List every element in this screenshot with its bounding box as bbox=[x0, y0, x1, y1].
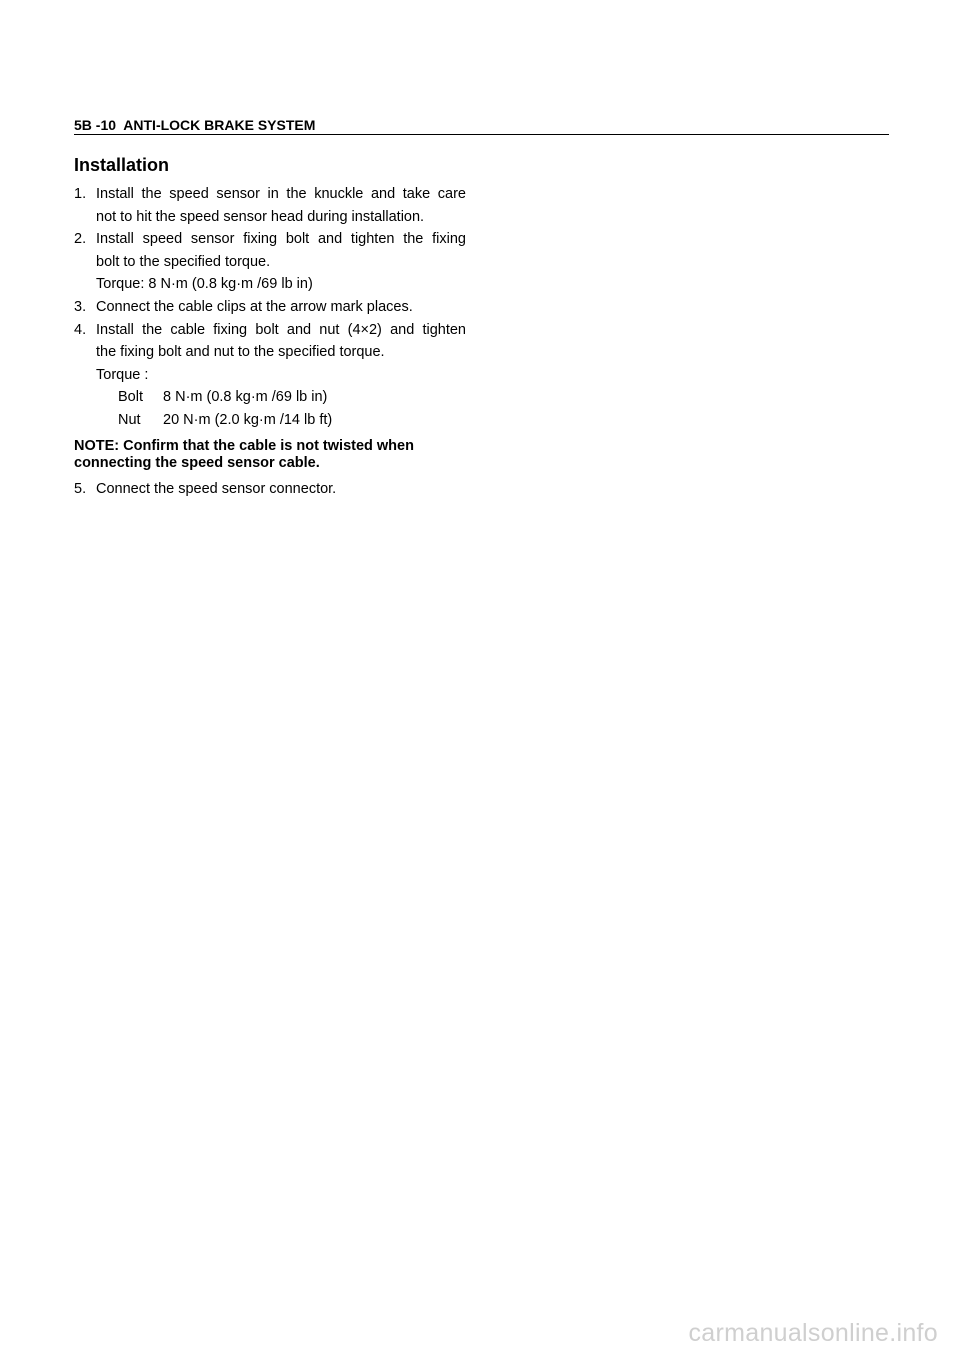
torque-row-nut bbox=[74, 409, 466, 432]
step-number: 1. bbox=[74, 186, 87, 202]
step-text bbox=[96, 296, 466, 319]
watermark-logo: carmanualsonline.info bbox=[688, 1319, 938, 1347]
section-title: Installation bbox=[74, 155, 170, 175]
step-line: Connect the cable clips at the arrow mark places. bbox=[96, 298, 413, 315]
note-line: connecting the speed sensor cable. bbox=[74, 454, 320, 471]
torque-value: 20 N·m (2.0 kg·m /14 lb ft) bbox=[163, 411, 333, 428]
step-number: 4. bbox=[74, 321, 87, 338]
torque-row-bolt bbox=[74, 386, 466, 409]
step-5 bbox=[74, 478, 466, 501]
step-3 bbox=[74, 296, 466, 319]
torque-part-name: Bolt bbox=[118, 389, 143, 406]
note-block bbox=[74, 438, 466, 472]
step-line: not to hit the speed sensor head during installation. bbox=[96, 208, 425, 225]
header-title: 5B -10 ANTI-LOCK BRAKE SYSTEM bbox=[74, 117, 316, 133]
note-line: NOTE: Confirm that the cable is not twisted when bbox=[74, 437, 414, 454]
step-1 bbox=[74, 183, 466, 228]
step-text: Connect the speed sensor connector. bbox=[96, 480, 337, 497]
step-line: Install the cable fixing bolt and nut (4×2) and tighten bbox=[96, 321, 466, 338]
torque-spec: Torque: 8 N·m (0.8 kg·m /69 lb in) bbox=[96, 276, 313, 293]
step-4 bbox=[74, 319, 466, 387]
step-number: 5. bbox=[74, 480, 87, 497]
step-line: Install the speed sensor in the knuckle and take care bbox=[96, 186, 466, 202]
instructions-body bbox=[74, 183, 466, 500]
torque-part-name: Nut bbox=[118, 411, 141, 428]
step-text bbox=[96, 228, 466, 296]
torque-value: 8 N·m (0.8 kg·m /69 lb in) bbox=[163, 389, 328, 406]
step-text bbox=[96, 183, 466, 228]
step-number: 2. bbox=[74, 231, 87, 248]
torque-label: Torque : bbox=[96, 366, 149, 383]
page-header bbox=[74, 117, 889, 135]
step-line: bolt to the specified torque. bbox=[96, 253, 271, 270]
step-text bbox=[96, 319, 466, 387]
step-line: the fixing bolt and nut to the specified torque. bbox=[96, 344, 385, 361]
step-number: 3. bbox=[74, 298, 87, 315]
step-2 bbox=[74, 228, 466, 296]
step-line: Install speed sensor fixing bolt and tighten the fixing bbox=[96, 231, 466, 248]
